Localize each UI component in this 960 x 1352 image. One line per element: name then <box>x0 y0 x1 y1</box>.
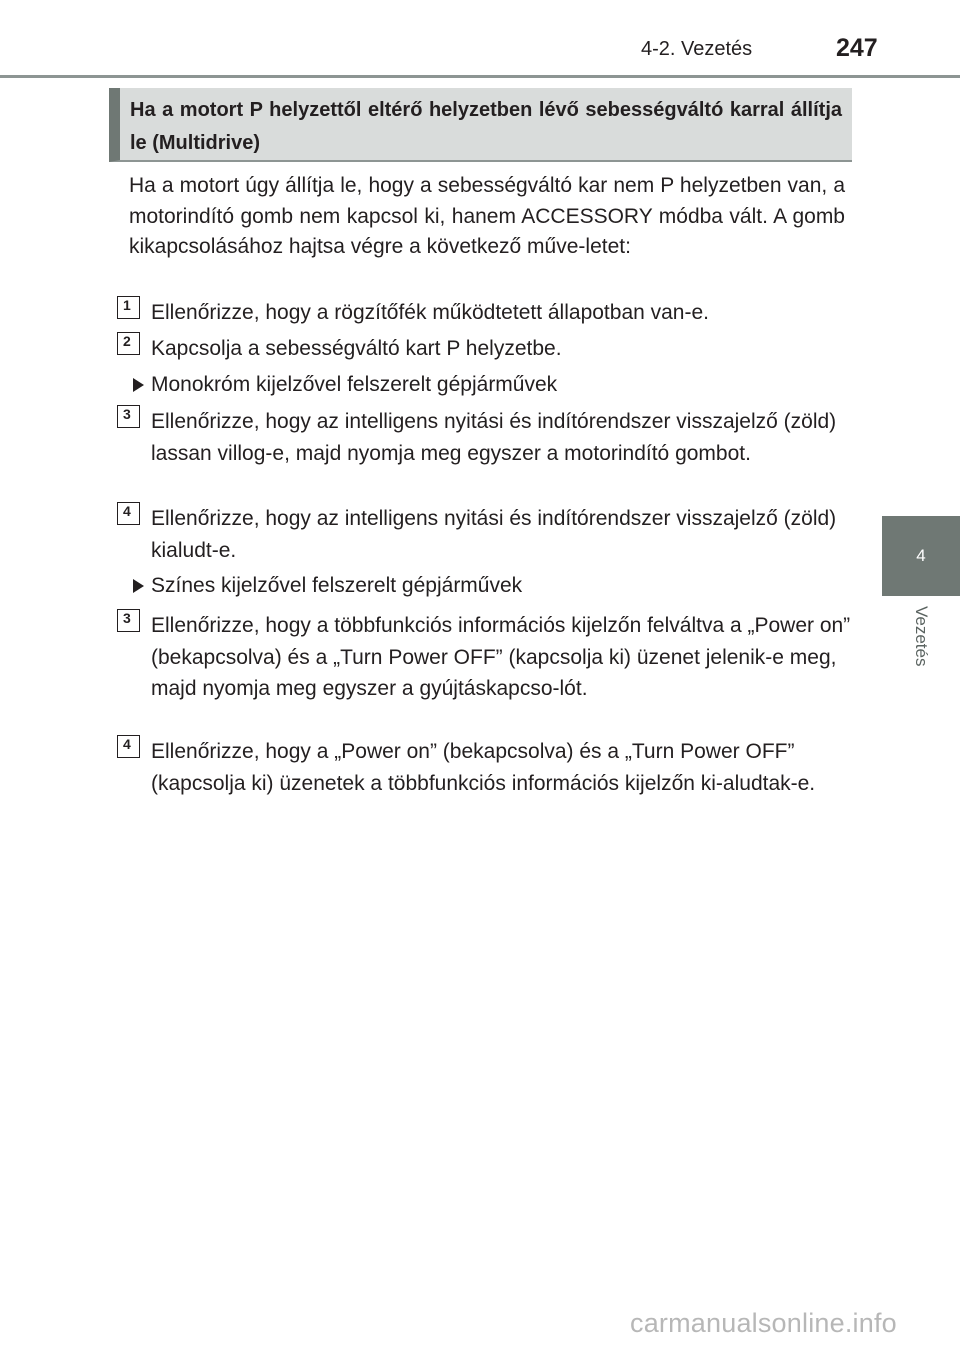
step-text-3-mono: Ellenőrizze, hogy az intelligens nyitási és indítórendszer visszajelző (zöld) lassan villog-e, majd nyomja meg egyszer a motorindító gombot. <box>151 410 837 465</box>
subsection-heading-monochrome: Monokróm kijelzővel felszerelt gépjárművek <box>151 373 558 396</box>
section-title-box <box>109 88 852 162</box>
step-text-2: Kapcsolja a sebességváltó kart P helyzetbe. <box>151 337 562 360</box>
step-text-3-color: Ellenőrizze, hogy a többfunkciós információs kijelzőn felváltva a „Power on” (bekapcsolva) és a „Turn Power OFF” (kapcsolja ki) üzenet jelenik-e meg, majd nyomja meg egyszer a gyújtáskapcso-lót. <box>151 614 851 700</box>
header-divider <box>0 75 960 78</box>
chapter-tab-number: 4 <box>916 546 926 565</box>
step-badge-3-mono: 3 <box>117 405 140 428</box>
step-badge-2: 2 <box>117 332 140 355</box>
triangle-bullet-icon <box>133 579 144 593</box>
chapter-tab-label: Vezetés <box>912 606 931 667</box>
subsection-heading-color: Színes kijelzővel felszerelt gépjárművek <box>151 574 523 597</box>
step-text-4-color: Ellenőrizze, hogy a „Power on” (bekapcsolva) és a „Turn Power OFF” (kapcsolja ki) üzenetek a többfunkciós információs kijelzőn ki-aludtak-e. <box>151 740 816 795</box>
triangle-bullet-icon <box>133 378 144 392</box>
step-badge-3-color: 3 <box>117 609 140 632</box>
page-number: 247 <box>836 34 878 62</box>
watermark: carmanualsonline.info <box>630 1308 897 1338</box>
intro-paragraph: Ha a motort úgy állítja le, hogy a sebességváltó kar nem P helyzetben van, a motorindító gomb nem kapcsol ki, hanem ACCESSORY módba vált. A gomb kikapcsolásához hajtsa végre a következő műve-letet: <box>129 174 845 258</box>
section-title: Ha a motort P helyzettől eltérő helyzetben lévő sebességváltó karral állítja le (Multidrive) <box>130 99 842 154</box>
step-text-4-mono: Ellenőrizze, hogy az intelligens nyitási és indítórendszer visszajelző (zöld) kialudt-e. <box>151 507 837 562</box>
step-badge-1: 1 <box>117 296 140 319</box>
chapter-tab <box>882 516 960 596</box>
step-badge-4-mono: 4 <box>117 502 140 525</box>
header-section-title: 4-2. Vezetés <box>641 38 753 60</box>
step-badge-4-color: 4 <box>117 735 140 758</box>
step-text-1: Ellenőrizze, hogy a rögzítőfék működtetett állapotban van-e. <box>151 301 709 324</box>
